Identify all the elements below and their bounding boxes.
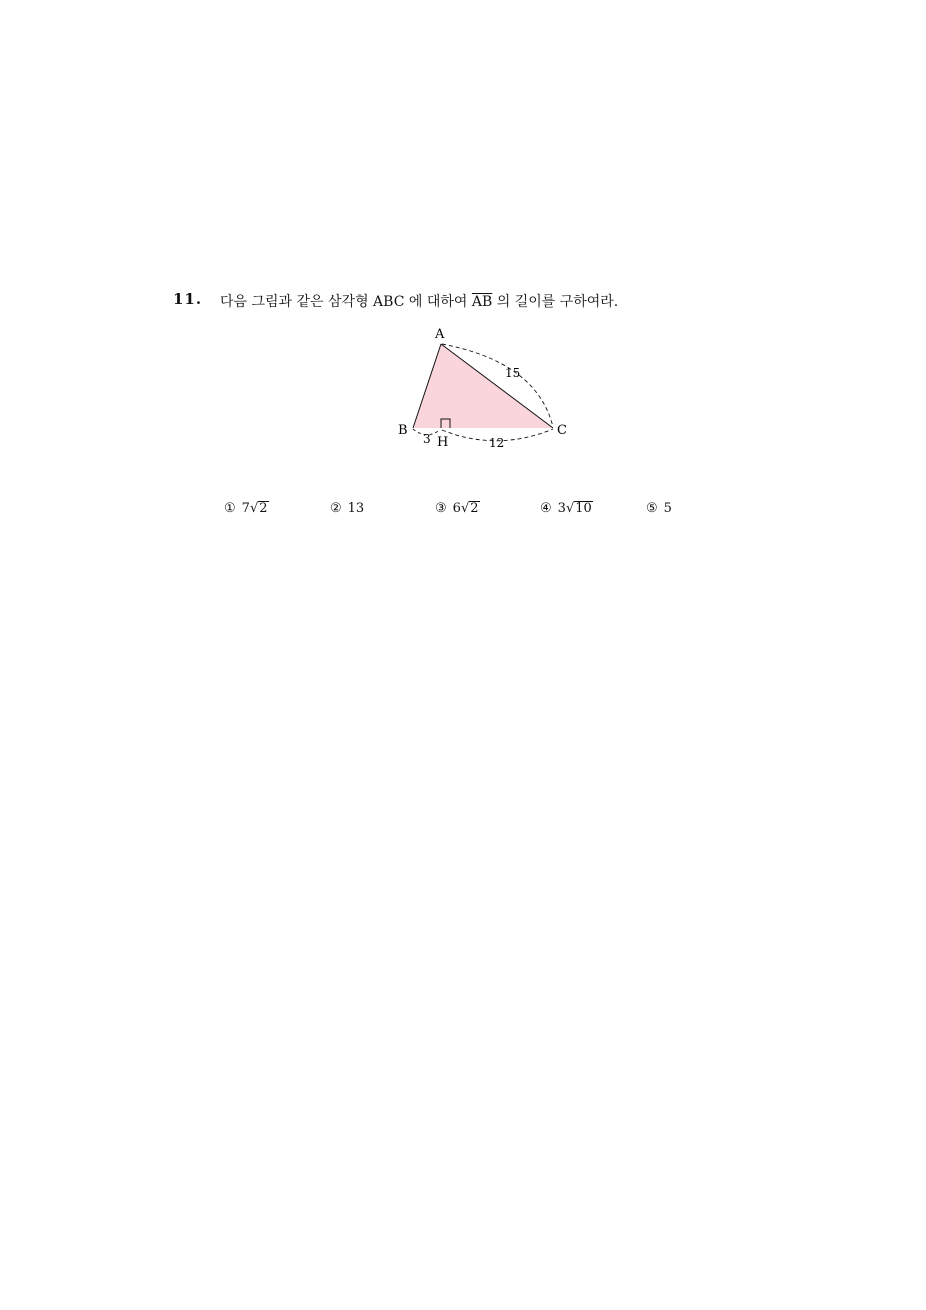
choice-5-value: 5: [663, 501, 672, 516]
sqrt-icon: √: [565, 501, 575, 516]
sqrt-icon: √: [460, 501, 470, 516]
choice-2-value: 13: [347, 501, 365, 516]
segment-ab: $\overline{AB}$: [471, 294, 493, 310]
choice-2[interactable]: [330, 501, 364, 516]
question-text-before: 다음 그림과 같은 삼각형 ABC 에 대하여: [220, 294, 472, 310]
choice-1-coef: 7: [241, 501, 250, 516]
choice-4-radicand: 10: [575, 501, 592, 516]
label-h: H: [437, 435, 449, 450]
label-bh-length: 3: [423, 432, 431, 446]
question-text-after: 의 길이를 구하여라.: [492, 294, 619, 310]
choice-1-radicand: 2: [259, 501, 268, 516]
label-c: C: [557, 423, 567, 438]
label-b: B: [398, 423, 408, 438]
choice-5-mark: ⑤: [646, 501, 658, 516]
choice-4-mark: ④: [540, 501, 552, 516]
choice-1[interactable]: [224, 501, 269, 516]
choice-4-coef: 3: [557, 501, 566, 516]
choice-5[interactable]: [646, 501, 672, 516]
triangle-figure: [392, 322, 582, 452]
triangle-svg: [392, 322, 582, 452]
choice-3[interactable]: [435, 501, 480, 516]
choice-4[interactable]: [540, 501, 593, 516]
label-a: A: [435, 327, 445, 342]
choice-2-mark: ②: [330, 501, 342, 516]
triangle-abc: [413, 344, 553, 428]
choice-3-mark: ③: [435, 501, 447, 516]
label-hc-length: 12: [489, 436, 505, 450]
sqrt-icon: √: [249, 501, 259, 516]
choice-3-coef: 6: [452, 501, 461, 516]
label-ac-length: 15: [505, 366, 521, 380]
choice-1-mark: ①: [224, 501, 236, 516]
question-text: [220, 291, 618, 311]
question-number: 11.: [173, 290, 203, 308]
choice-3-radicand: 2: [470, 501, 479, 516]
answer-choices: [224, 501, 704, 523]
